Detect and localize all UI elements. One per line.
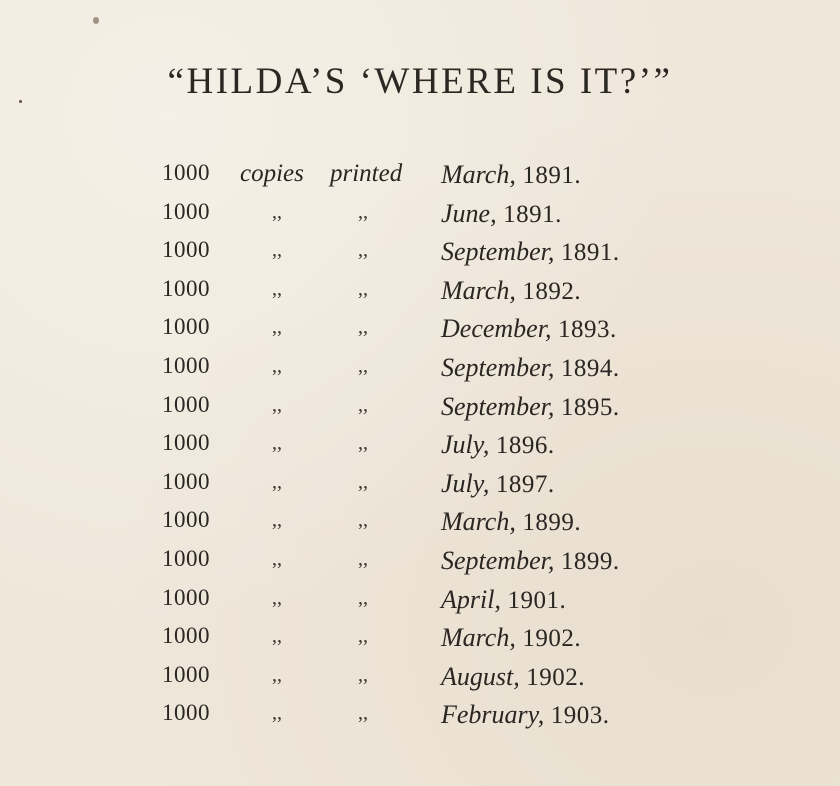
printing-row xyxy=(162,700,722,739)
year: 1896. xyxy=(495,432,555,460)
ditto-copies: ,, xyxy=(272,625,282,648)
month: December xyxy=(441,314,545,344)
printing-row xyxy=(162,199,722,238)
month: March xyxy=(441,275,510,305)
ditto-printed: ,, xyxy=(358,393,368,416)
ditto-printed: ,, xyxy=(358,354,368,377)
year: 1895. xyxy=(560,393,620,421)
copies-count: 1000 xyxy=(162,623,210,649)
year: 1891. xyxy=(503,200,562,228)
printing-row xyxy=(162,276,722,315)
printing-row-first xyxy=(162,160,722,199)
month: March xyxy=(441,623,510,653)
copies-count: 1000 xyxy=(162,700,210,726)
printing-row xyxy=(162,585,722,624)
copies-count: 1000 xyxy=(162,545,210,571)
printing-history-list xyxy=(162,160,722,739)
month: February xyxy=(441,700,538,730)
printing-row xyxy=(162,237,722,276)
printing-date: June, 1891. xyxy=(441,198,562,228)
printing-date: March, 1899. xyxy=(441,507,582,537)
printing-row xyxy=(162,469,722,508)
copies-count: 1000 xyxy=(162,314,210,340)
ditto-copies: ,, xyxy=(272,316,282,339)
month: July xyxy=(441,468,483,498)
month: August xyxy=(441,661,514,691)
printing-date: March, 1892. xyxy=(441,275,582,305)
copies-count: 1000 xyxy=(162,391,210,417)
printing-date: September, 1891. xyxy=(441,237,620,267)
copies-count: 1000 xyxy=(162,430,210,456)
ditto-printed: ,, xyxy=(358,586,368,609)
page-title: “HILDA’S ‘WHERE IS IT?’” xyxy=(167,61,673,102)
ditto-printed: ,, xyxy=(358,277,368,300)
month: March xyxy=(441,507,510,537)
ditto-printed: ,, xyxy=(358,702,368,725)
printing-row xyxy=(162,623,722,662)
printing-date: September, 1899. xyxy=(441,545,620,575)
copies-count: 1000 xyxy=(162,352,210,378)
copies-count: 1000 xyxy=(162,160,210,185)
month: September xyxy=(441,352,548,382)
year: 1892. xyxy=(522,277,582,305)
year: 1899. xyxy=(522,509,582,537)
year: 1891. xyxy=(522,162,582,189)
month: March xyxy=(441,160,510,189)
copies-count: 1000 xyxy=(162,468,210,494)
printing-row xyxy=(162,507,722,546)
year: 1897. xyxy=(495,470,555,498)
ditto-printed: ,, xyxy=(358,200,368,223)
ditto-copies: ,, xyxy=(272,586,282,609)
ditto-printed: ,, xyxy=(358,625,368,648)
ditto-printed: ,, xyxy=(358,239,368,262)
year: 1902. xyxy=(526,663,585,691)
copies-count: 1000 xyxy=(162,661,210,687)
printing-date: February, 1903. xyxy=(441,700,610,730)
ditto-copies: ,, xyxy=(272,200,282,223)
month: June xyxy=(441,198,491,228)
copies-label: copies xyxy=(240,160,304,187)
ditto-printed: ,, xyxy=(358,509,368,532)
month: April xyxy=(441,584,495,614)
printing-date: September, 1895. xyxy=(441,391,620,421)
printing-row xyxy=(162,392,722,431)
ditto-copies: ,, xyxy=(272,277,282,300)
ditto-printed: ,, xyxy=(358,432,368,455)
year: 1891. xyxy=(560,239,620,267)
printed-label: printed xyxy=(330,160,403,187)
year: 1903. xyxy=(550,702,610,730)
ditto-copies: ,, xyxy=(272,470,282,493)
ditto-copies: ,, xyxy=(272,354,282,377)
ditto-copies: ,, xyxy=(272,702,282,725)
copies-count: 1000 xyxy=(162,237,210,263)
paper-speck xyxy=(93,17,99,24)
printing-row xyxy=(162,353,722,392)
printing-date: August, 1902. xyxy=(441,661,585,691)
year: 1899. xyxy=(560,547,620,575)
printing-date: December, 1893. xyxy=(441,314,617,344)
ditto-printed: ,, xyxy=(358,663,368,686)
ditto-printed: ,, xyxy=(358,470,368,493)
ditto-copies: ,, xyxy=(272,432,282,455)
year: 1894. xyxy=(560,354,620,382)
printing-row xyxy=(162,662,722,701)
copies-count: 1000 xyxy=(162,275,210,301)
ditto-copies: ,, xyxy=(272,239,282,262)
printing-date: September, 1894. xyxy=(441,352,620,382)
printing-date: March, 1891. xyxy=(441,160,582,189)
printing-row xyxy=(162,430,722,469)
month: September xyxy=(441,545,548,575)
month: September xyxy=(441,391,548,421)
copies-count: 1000 xyxy=(162,507,210,533)
printing-row xyxy=(162,314,722,353)
ditto-printed: ,, xyxy=(358,547,368,570)
month: September xyxy=(441,237,548,267)
printing-date: April, 1901. xyxy=(441,584,567,614)
ditto-copies: ,, xyxy=(272,393,282,416)
printing-date: March, 1902. xyxy=(441,623,582,653)
year: 1893. xyxy=(557,316,617,344)
ditto-printed: ,, xyxy=(358,316,368,339)
ditto-copies: ,, xyxy=(272,547,282,570)
printing-date: July, 1897. xyxy=(441,468,555,498)
year: 1901. xyxy=(507,586,567,614)
copies-count: 1000 xyxy=(162,584,210,610)
month: July xyxy=(441,430,483,460)
ditto-copies: ,, xyxy=(272,509,282,532)
year: 1902. xyxy=(522,625,582,653)
printing-row xyxy=(162,546,722,585)
printing-date: July, 1896. xyxy=(441,430,555,460)
copies-count: 1000 xyxy=(162,198,210,224)
ditto-copies: ,, xyxy=(272,663,282,686)
